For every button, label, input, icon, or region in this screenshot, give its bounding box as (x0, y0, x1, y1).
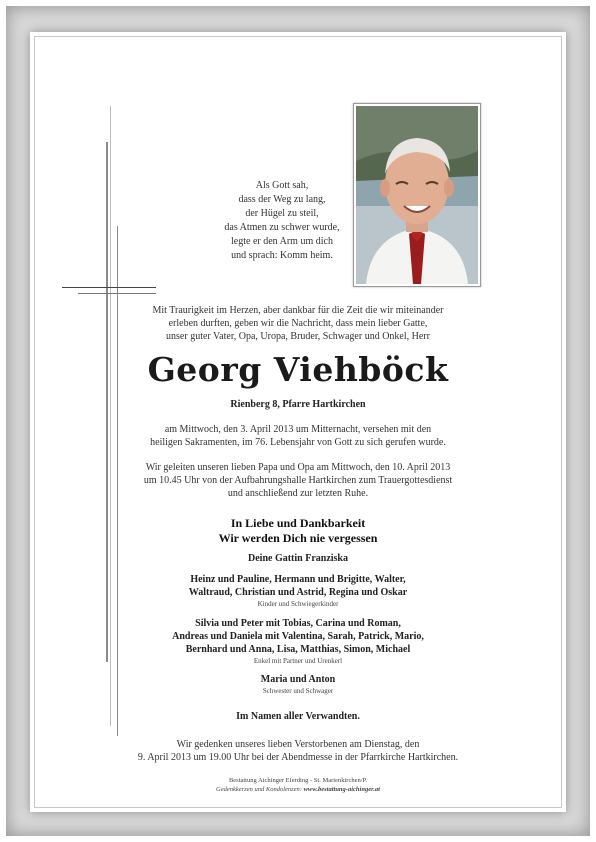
grandchildren-list (60, 617, 536, 666)
footer (60, 776, 536, 794)
intro-text (60, 304, 536, 343)
poem-line: legte er den Arm um dich (231, 236, 333, 247)
siblings-line: Maria und Anton (260, 674, 336, 685)
poem-line: das Atmen zu schwer wurde, (224, 222, 340, 233)
death-notice (60, 423, 536, 449)
children-list (60, 573, 536, 609)
love-line: Wir werden Dich nie vergessen (218, 531, 378, 545)
footer-website-link[interactable]: www.bestattung-aichinger.at (303, 786, 380, 793)
portrait-photo-frame (353, 103, 481, 287)
love-dedication (60, 516, 536, 546)
grandchildren-line: Bernhard und Anna, Lisa, Matthias, Simon, Michael (185, 644, 411, 655)
poem-line: dass der Weg zu lang, (238, 194, 326, 205)
portrait-photo (356, 106, 478, 284)
funeral-line: Wir geleiten unseren lieben Papa und Opa am Mittwoch, den 10. April 2013 (145, 462, 451, 473)
death-line: heiligen Sakramenten, im 76. Lebensjahr von Gott zu sich gerufen wurde. (150, 437, 446, 448)
cross-horizontal-beam (62, 287, 156, 288)
funeral-line: und anschließend zur letzten Ruhe. (227, 488, 369, 499)
poem-line: und sprach: Komm heim. (231, 250, 333, 261)
poem-line: der Hügel zu steil, (245, 208, 319, 219)
grandchildren-caption: Enkel mit Partner und Urenkerl (253, 657, 343, 665)
portrait-illustration (356, 106, 478, 284)
footer-condolences-label: Gedenkkerzen und Kondolenzen: (216, 786, 302, 793)
children-line: Waltraud, Christian und Astrid, Regina und Oskar (188, 587, 408, 598)
intro-line: Mit Traurigkeit im Herzen, aber dankbar für die Zeit die wir miteinander (152, 305, 444, 316)
siblings-caption: Schwester und Schwager (262, 687, 334, 695)
love-line: In Liebe und Dankbarkeit (230, 516, 366, 530)
mass-line: Wir gedenken unseres lieben Verstorbenen am Dienstag, den (176, 739, 420, 750)
intro-line: unser guter Vater, Opa, Uropa, Bruder, Schwager und Onkel, Herr (166, 331, 430, 342)
children-line: Heinz und Pauline, Hermann und Brigitte, Walter, (190, 574, 406, 585)
deceased-name: Georg Viehböck (147, 350, 449, 389)
poem (198, 179, 366, 263)
funeral-notice (60, 461, 536, 500)
poem-line: Als Gott sah, (255, 180, 309, 191)
memorial-mass (60, 738, 536, 764)
deceased-address: Rienberg 8, Pfarre Hartkirchen (230, 399, 366, 410)
children-caption: Kinder und Schwiegerkinder (257, 600, 339, 608)
siblings-list (60, 673, 536, 696)
footer-condolences (60, 785, 536, 794)
wife-name: Deine Gattin Franziska (248, 553, 348, 564)
footer-company: Bestattung Aichinger Eferding - St. Marienkirchen/P. (228, 777, 368, 784)
grandchildren-line: Andreas und Daniela mit Valentina, Sarah, Patrick, Mario, (172, 631, 424, 642)
mass-line: 9. April 2013 um 19.00 Uhr bei der Abendmesse in der Pfarrkirche Hartkirchen. (137, 752, 459, 763)
funeral-line: um 10.45 Uhr von der Aufbahrungshalle Hartkirchen zum Trauergottesdienst (143, 475, 453, 486)
cross-horizontal-shadow (78, 293, 156, 294)
death-line: am Mittwoch, den 3. April 2013 um Mitternacht, versehen mit den (164, 424, 432, 435)
intro-line: erleben durften, geben wir die Nachricht, dass mein lieber Gatte, (168, 318, 428, 329)
relatives-signoff: Im Namen aller Verwandten. (236, 711, 360, 722)
grandchildren-line: Silvia und Peter mit Tobias, Carina und Roman, (195, 618, 401, 629)
